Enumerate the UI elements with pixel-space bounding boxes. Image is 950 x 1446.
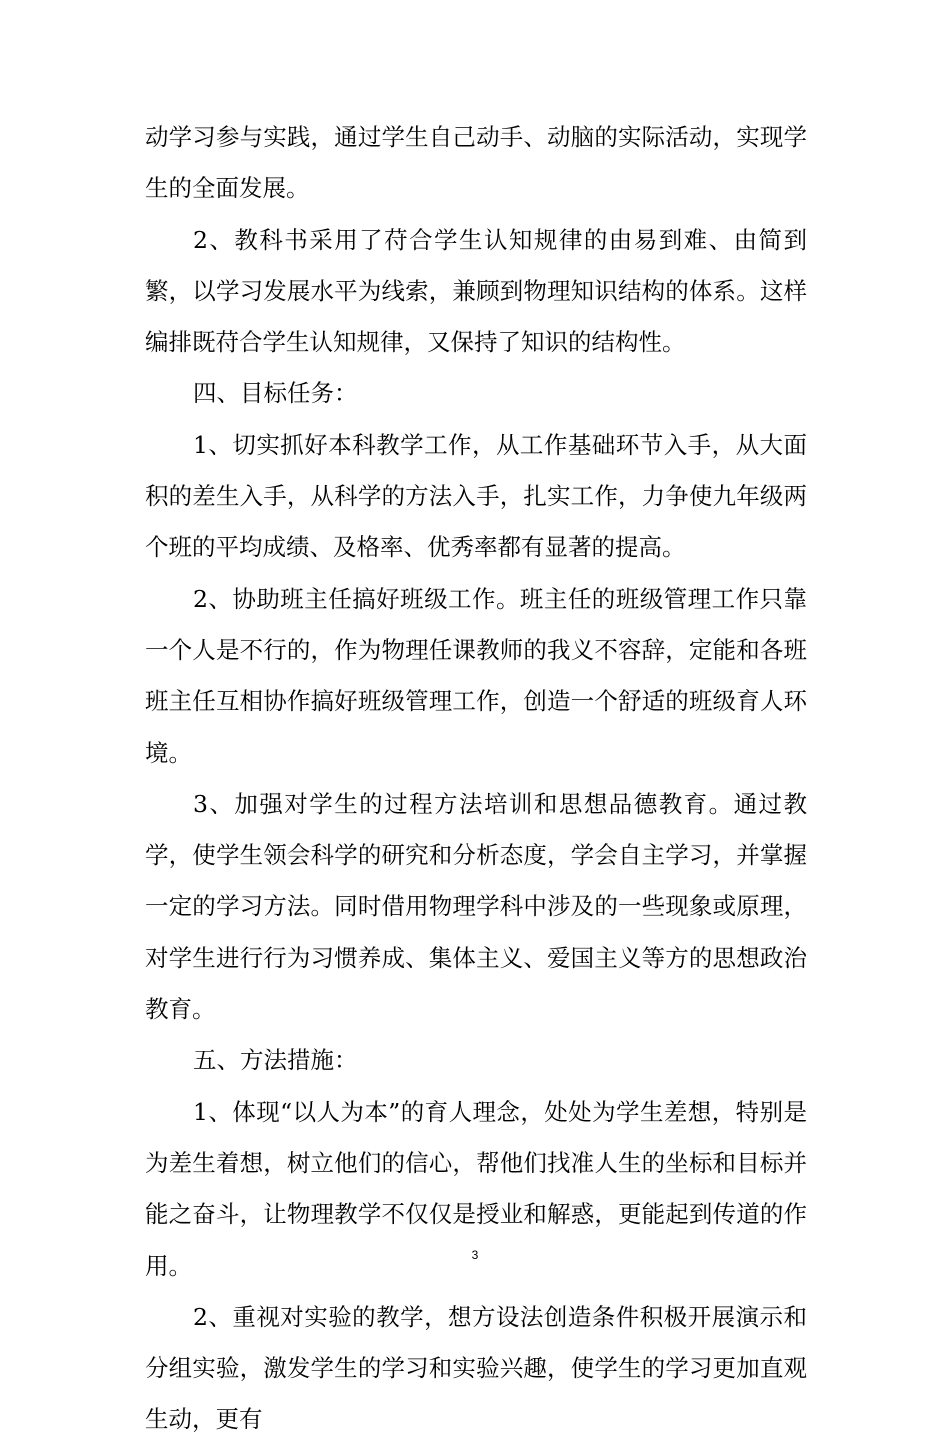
paragraph-continuation: 动学习参与实践，通过学生自己动手、动脑的实际活动，实现学生的全面发展。 <box>145 123 807 203</box>
paragraph-textbook-point-2: 2、教科书采用了苻合学生认知规律的由易到难、由简到繁，以学习发展水平为线索，兼顾到物理知识结构的体系。这样编排既苻合学生认知规律，又保持了知识的结构性。 <box>145 225 807 357</box>
page-number: 3 <box>471 1248 479 1262</box>
paragraph-goal-1: 1、切实抓好本科教学工作，从工作基础环节入手，从大面积的差生入手，从科学的方法入手，扎实工作，力争使九年级两个班的平均成绩、及格率、优秀率都有显著的提高。 <box>145 430 807 562</box>
paragraph-method-2: 2、重视对实验的教学，想方设法创造条件积极开展演示和分组实验，激发学生的学习和实验兴趣，使学生的学习更加直观生动，更有 <box>145 1302 807 1434</box>
paragraph-goal-3: 3、加强对学生的过程方法培训和思想品德教育。通过教学，使学生领会科学的研究和分析态度，学会自主学习，并掌握一定的学习方法。同时借用物理学科中涉及的一些现象或原理，对学生进行行为习惯养成、集体主义、爱国主义等方的思想政治教育。 <box>145 789 807 1024</box>
section-heading-methods: 五、方法措施： <box>193 1046 358 1075</box>
paragraph-goal-2: 2、协助班主任搞好班级工作。班主任的班级管理工作只靠一个人是不行的，作为物理任课教师的我义不容辞，定能和各班班主任互相协作搞好班级管理工作，创造一个舒适的班级育人环境。 <box>145 584 807 767</box>
section-heading-goals: 四、目标任务： <box>193 379 358 408</box>
paragraph-method-1: 1、体现“以人为本”的育人理念，处处为学生差想，特别是为差生着想，树立他们的信心，帮他们找准人生的坐标和目标并能之奋斗，让物理教学不仅仅是授业和解惑，更能起到传道的作用。 <box>145 1097 807 1280</box>
document-body <box>145 112 807 1446</box>
